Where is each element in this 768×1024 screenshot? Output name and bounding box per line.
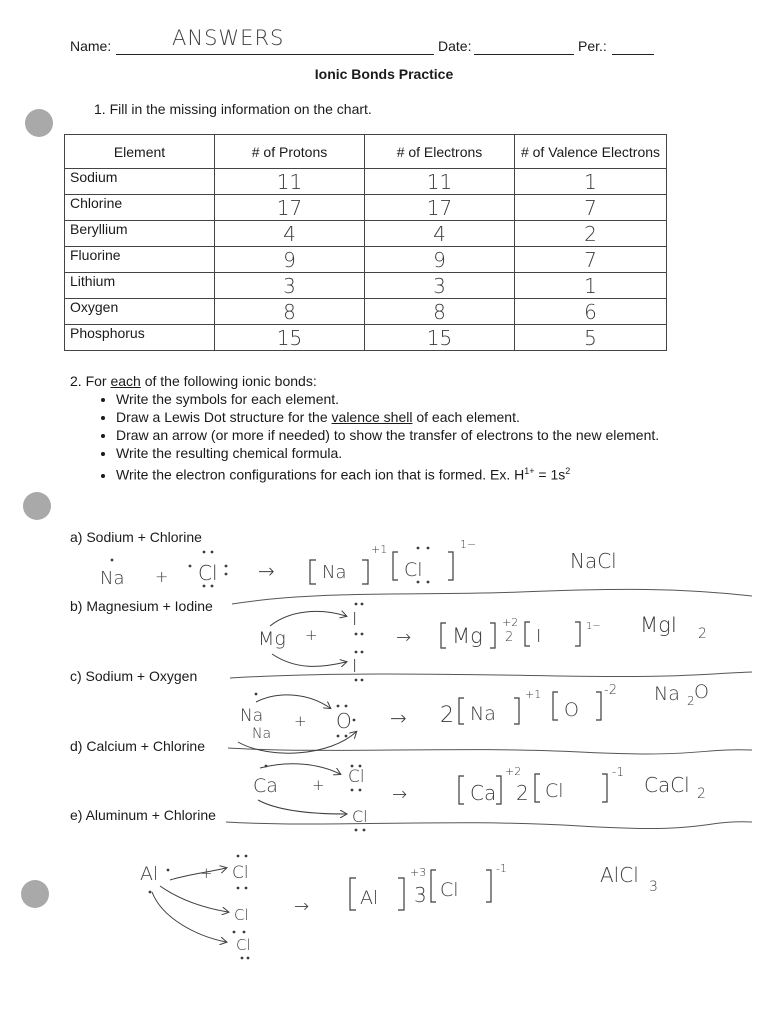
dot (245, 855, 248, 858)
dot (355, 651, 358, 654)
protons-cell: 9 (215, 247, 365, 273)
bond-b-right-symbol-2: I (352, 656, 358, 677)
valence-cell: 2 (515, 221, 667, 247)
dot (243, 931, 246, 934)
dot (355, 603, 358, 606)
valence-cell: 7 (515, 195, 667, 221)
electrons-cell: 8 (365, 299, 515, 325)
dot (149, 891, 152, 894)
dot (211, 585, 214, 588)
bullet-emph: valence shell (331, 409, 413, 425)
bracket-right (486, 870, 491, 902)
electrons-cell: 15 (365, 325, 515, 351)
bond-c-ion2: O (564, 699, 579, 721)
dot (355, 829, 358, 832)
element-cell: Chlorine (65, 195, 215, 221)
bond-c-arrow: → (390, 706, 407, 730)
q2-prompt-emph: each (110, 373, 141, 389)
dot (345, 735, 348, 738)
protons-cell: 4 (215, 221, 365, 247)
bracket-left (459, 698, 464, 724)
valence-cell: 1 (515, 169, 667, 195)
bond-d-ion1: Ca (470, 781, 497, 805)
bond-b-right-symbol: I (352, 609, 358, 630)
bond-c-coef: 2 (440, 703, 454, 728)
dot (361, 603, 364, 606)
dot (189, 565, 192, 568)
element-cell: Beryllium (65, 221, 215, 247)
transfer-arrow (152, 892, 226, 942)
divider-line (232, 589, 752, 604)
bracket-right (602, 774, 607, 802)
bond-e-ion2: Cl (440, 879, 459, 901)
dot (241, 957, 244, 960)
valence-cell: 1 (515, 273, 667, 299)
bond-c-ion1: Na (470, 703, 496, 725)
bullet-sup: 1+ (524, 466, 535, 476)
element-cell: Lithium (65, 273, 215, 299)
bond-d-plus: + (312, 776, 325, 794)
bullet-text: Write the symbols for each element. (116, 391, 340, 407)
valence-cell: 5 (515, 325, 667, 351)
divider-line (230, 672, 752, 678)
bracket-left (525, 622, 530, 646)
protons-cell: 8 (215, 299, 365, 325)
bond-b-arrow: → (396, 627, 412, 648)
bond-e-coef: 3 (414, 883, 427, 907)
bond-e-plus: + (200, 864, 213, 882)
bond-d-ion2: Cl (545, 780, 564, 802)
dot (265, 765, 268, 768)
bracket-right (496, 776, 501, 804)
dot (211, 551, 214, 554)
dot (355, 633, 358, 636)
dot (359, 789, 362, 792)
bond-c-ion2-charge: -2 (604, 683, 617, 698)
dot (361, 633, 364, 636)
bond-c-right-symbol: O (336, 709, 352, 733)
bond-d-ion1-charge: +2 (505, 765, 522, 778)
element-cell: Phosphorus (65, 325, 215, 351)
bond-b-ion1-charge: +2 (502, 616, 519, 629)
column-header: # of Valence Electrons (515, 135, 667, 169)
bond-e-right-symbol: Cl (232, 863, 249, 883)
valence-dots (111, 547, 430, 960)
transfer-arrow (270, 611, 346, 626)
electrons-cell: 4 (365, 221, 515, 247)
bond-a-formula: NaCl (570, 549, 617, 573)
dot (245, 887, 248, 890)
dot (417, 547, 420, 550)
bond-c-formula-end: O (694, 681, 709, 703)
bond-c-ion1-charge: +1 (525, 688, 542, 701)
bullet-text: Write the electron configurations for each ion that is formed. Ex. H (116, 466, 525, 483)
bond-c-label: c) Sodium + Oxygen (70, 668, 198, 684)
dot (353, 719, 356, 722)
dot (247, 957, 250, 960)
bond-d-right-symbol: Cl (348, 767, 365, 787)
bond-b-label: b) Magnesium + Iodine (70, 598, 213, 614)
divider-line (228, 748, 752, 754)
bond-e-right-symbol-2: Cl (234, 906, 249, 924)
bond-a-label: a) Sodium + Chlorine (70, 529, 202, 545)
dot (359, 765, 362, 768)
period-label: Per.: (578, 38, 607, 54)
bond-e-left-symbol: Al (140, 863, 159, 885)
dot (427, 547, 430, 550)
bond-e-right-symbol-3: Cl (236, 936, 251, 954)
transfer-arrow (258, 800, 346, 814)
dot (203, 551, 206, 554)
bullet-sup: 2 (565, 466, 571, 476)
bond-e-ion1-charge: +3 (410, 866, 427, 879)
transfer-arrow (260, 764, 340, 774)
dot (203, 585, 206, 588)
bond-e-arrow: → (294, 896, 310, 917)
name-value: ANSWERS (172, 26, 285, 50)
dot (111, 559, 114, 562)
bond-a-left-symbol: Na (100, 568, 125, 589)
name-label: Name: (70, 38, 112, 54)
electrons-cell: 11 (365, 169, 515, 195)
dot (351, 789, 354, 792)
column-header: Element (65, 135, 215, 169)
bracket-right (398, 878, 404, 910)
dot (355, 679, 358, 682)
dot (361, 679, 364, 682)
dot (237, 855, 240, 858)
divider-line (226, 822, 752, 829)
bond-a-right-symbol: Cl (198, 561, 218, 585)
page-title: Ionic Bonds Practice (314, 66, 454, 82)
bond-b-formula-main: MgI (640, 613, 677, 637)
bond-a-ion1-charge: +1 (371, 543, 388, 556)
bullet-text: Draw a Lewis Dot structure for the (116, 409, 332, 425)
bracket-right (448, 552, 453, 580)
element-cell: Oxygen (65, 299, 215, 325)
bond-c-plus: + (294, 712, 307, 730)
dot (255, 693, 258, 696)
bond-d-right-symbol-2: Cl (352, 807, 368, 826)
bond-d-label: d) Calcium + Chlorine (70, 738, 205, 754)
dot (225, 565, 228, 568)
bond-b-formula-sub: 2 (698, 626, 707, 642)
dot (233, 931, 236, 934)
bond-b-ion2-charge: 1− (586, 621, 601, 632)
protons-cell: 3 (215, 273, 365, 299)
bullet-text: = 1s (534, 466, 566, 483)
protons-cell: 15 (215, 325, 365, 351)
column-header: # of Protons (215, 135, 365, 169)
dot (345, 705, 348, 708)
bond-a-ion2-charge: 1− (460, 538, 477, 551)
bracket-marks (310, 552, 607, 910)
transfer-arrow (160, 886, 228, 912)
bracket-right (575, 622, 580, 646)
date-label: Date: (438, 38, 472, 54)
bond-b-left-symbol: Mg (258, 628, 286, 650)
bullet-text: Write the resulting chemical formula. (116, 445, 343, 461)
dot (337, 705, 340, 708)
bond-b-coef: 2 (505, 630, 514, 645)
bond-a-ion2: Cl (404, 559, 423, 581)
bullet-text: Draw an arrow (or more if needed) to show the transfer of electrons to the new element. (116, 427, 660, 443)
bond-a-plus: + (155, 567, 169, 586)
bond-e-ion1: Al (360, 887, 379, 909)
bond-b-ion2: I (536, 626, 542, 647)
bracket-left (350, 878, 356, 910)
bond-e-formula-main: AlCl (600, 863, 639, 887)
dot (361, 651, 364, 654)
electrons-cell: 3 (365, 273, 515, 299)
bracket-left (441, 623, 446, 648)
bond-e-ion2-charge: -1 (496, 862, 507, 875)
transfer-arrow (170, 868, 226, 880)
bullet-text: of each element. (412, 409, 520, 425)
dot (337, 735, 340, 738)
transfer-arrow (272, 654, 346, 666)
bond-c-formula-main: Na (654, 683, 680, 705)
bracket-left (459, 776, 464, 804)
element-cell: Sodium (65, 169, 215, 195)
dot (417, 581, 420, 584)
bond-d-formula-main: CaCl (644, 773, 690, 797)
dot (237, 887, 240, 890)
bracket-left (310, 560, 316, 584)
protons-cell: 11 (215, 169, 365, 195)
bracket-right (596, 692, 601, 720)
question-1-prompt: 1. Fill in the missing information on the chart. (94, 101, 372, 117)
bond-b-plus: + (305, 626, 318, 644)
protons-cell: 17 (215, 195, 365, 221)
bond-c-formula-sub: 2 (687, 694, 695, 708)
bracket-right (362, 560, 368, 584)
bond-d-coef: 2 (516, 781, 529, 805)
q2-prompt-prefix: 2. For (70, 373, 111, 389)
dot (225, 573, 228, 576)
electrons-cell: 17 (365, 195, 515, 221)
column-header: # of Electrons (365, 135, 515, 169)
bond-c-left-symbol-2: Na (252, 726, 272, 742)
bond-d-left-symbol: Ca (253, 775, 278, 797)
element-cell: Fluorine (65, 247, 215, 273)
dot (427, 581, 430, 584)
valence-cell: 6 (515, 299, 667, 325)
bond-e-label: e) Aluminum + Chlorine (70, 807, 216, 823)
bond-d-arrow: → (392, 784, 408, 805)
bond-a-arrow: → (258, 559, 275, 583)
dot (363, 829, 366, 832)
dot (167, 869, 170, 872)
valence-cell: 7 (515, 247, 667, 273)
bracket-left (553, 692, 558, 720)
bracket-right (490, 623, 495, 648)
q2-prompt-suffix: of the following ionic bonds: (140, 373, 317, 389)
bond-d-ion2-charge: -1 (612, 765, 624, 779)
bracket-left (535, 774, 540, 802)
bond-a-ion1: Na (322, 562, 347, 583)
bond-e-formula-sub: 3 (649, 879, 658, 895)
dot (351, 765, 354, 768)
bracket-left (393, 552, 398, 580)
bond-c-left-symbol: Na (240, 706, 264, 726)
transfer-arrow (256, 695, 330, 708)
bond-d-formula-sub: 2 (697, 786, 706, 802)
bracket-right (514, 698, 519, 724)
electrons-cell: 9 (365, 247, 515, 273)
bond-b-ion1: Mg (452, 624, 483, 648)
bracket-left (431, 870, 436, 902)
